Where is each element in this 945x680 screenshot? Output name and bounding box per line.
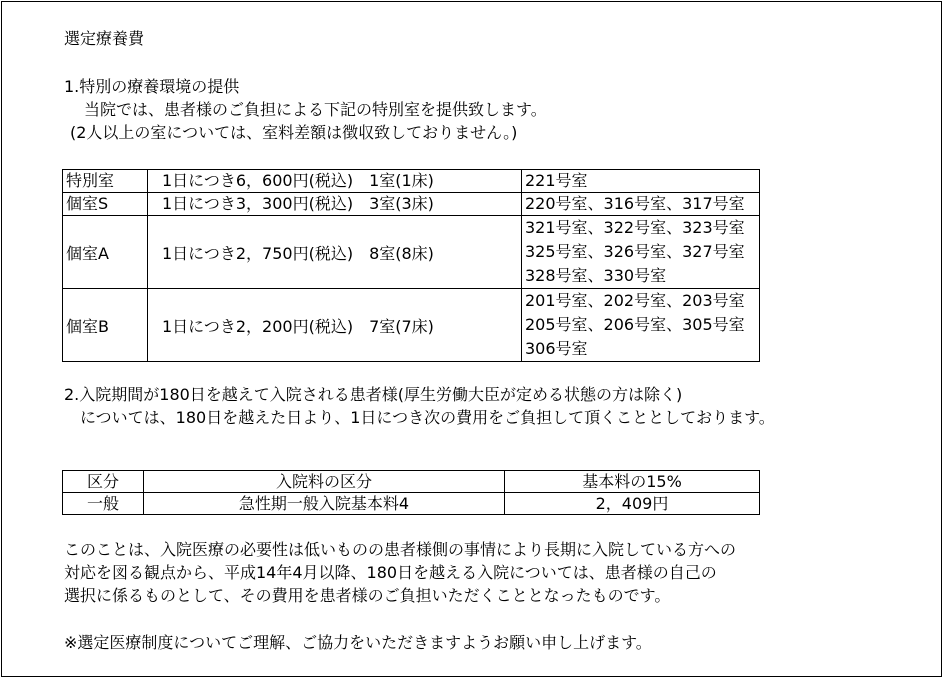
room-numbers: [522, 193, 760, 216]
paragraph-line-3: 選択に係るものとして、その費用を患者様のご負担いただくこととなったものです。: [64, 586, 671, 605]
room-type: 特別室: [63, 170, 148, 193]
room-numbers-line: 220号室、316号室、317号室: [525, 194, 745, 213]
room-numbers-line: 201号室、202号室、203号室: [525, 291, 745, 310]
room-numbers-line: 221号室: [525, 171, 588, 190]
page-title: 選定療養費: [64, 29, 145, 48]
room-price: 1日につき3，300円(税込) 3室(3床): [148, 193, 522, 216]
table-row: [63, 216, 760, 289]
section1-heading: 1.特別の療養環境の提供: [64, 77, 240, 96]
room-numbers: [522, 289, 760, 362]
room-type: 個室S: [63, 193, 148, 216]
room-price: 1日につき2，200円(税込) 7室(7床): [148, 289, 522, 362]
room-numbers: [522, 170, 760, 193]
paragraph-line-1: このことは、入院医療の必要性は低いものの患者様側の事情により長期に入院している方への: [64, 540, 737, 559]
room-numbers: [522, 216, 760, 289]
room-type: 個室A: [63, 216, 148, 289]
closing-note: ※選定医療制度についてご理解、ご協力をいただきますようお願い申し上げます。: [64, 633, 652, 652]
room-numbers-line: 205号室、206号室、305号室: [525, 315, 745, 334]
room-numbers-line: 321号室、322号室、323号室: [525, 218, 745, 237]
room-numbers-line: 325号室、326号室、327号室: [525, 242, 745, 261]
room-price: 1日につき6，600円(税込) 1室(1床): [148, 170, 522, 193]
fee-type: 急性期一般入院基本料4: [144, 493, 505, 515]
section2-heading: 2.入院期間が180日を越えて入院される患者様(厚生労働大臣が定める状態の方は除く): [64, 385, 683, 404]
table-row: [63, 289, 760, 362]
table-row: [63, 193, 760, 216]
fee-header-type: 入院料の区分: [144, 471, 505, 493]
section1-line1: 当院では、患者様のご負担による下記の特別室を提供致します。: [84, 100, 547, 119]
room-numbers-line: 328号室、330号室: [525, 266, 667, 285]
fee-category: 一般: [63, 493, 144, 515]
fee-amount: 2，409円: [505, 493, 760, 515]
room-table: [62, 169, 760, 362]
room-numbers-line: 306号室: [525, 339, 588, 358]
section1-line2: (2人以上の室については、室料差額は徴収致しておりません。): [70, 123, 518, 142]
paragraph-line-2: 対応を図る観点から、平成14年4月以降、180日を越える入院については、患者様の自己の: [64, 563, 717, 582]
fee-header-amount: 基本料の15%: [505, 471, 760, 493]
fee-header-category: 区分: [63, 471, 144, 493]
room-type: 個室B: [63, 289, 148, 362]
table-header-row: [63, 471, 760, 493]
room-price: 1日につき2，750円(税込) 8室(8床): [148, 216, 522, 289]
table-row: [63, 493, 760, 515]
table-row: [63, 170, 760, 193]
fee-table: [62, 470, 760, 515]
section2-line1: については、180日を越えた日より、1日につき次の費用をご負担して頂くこととしております。: [80, 408, 775, 427]
